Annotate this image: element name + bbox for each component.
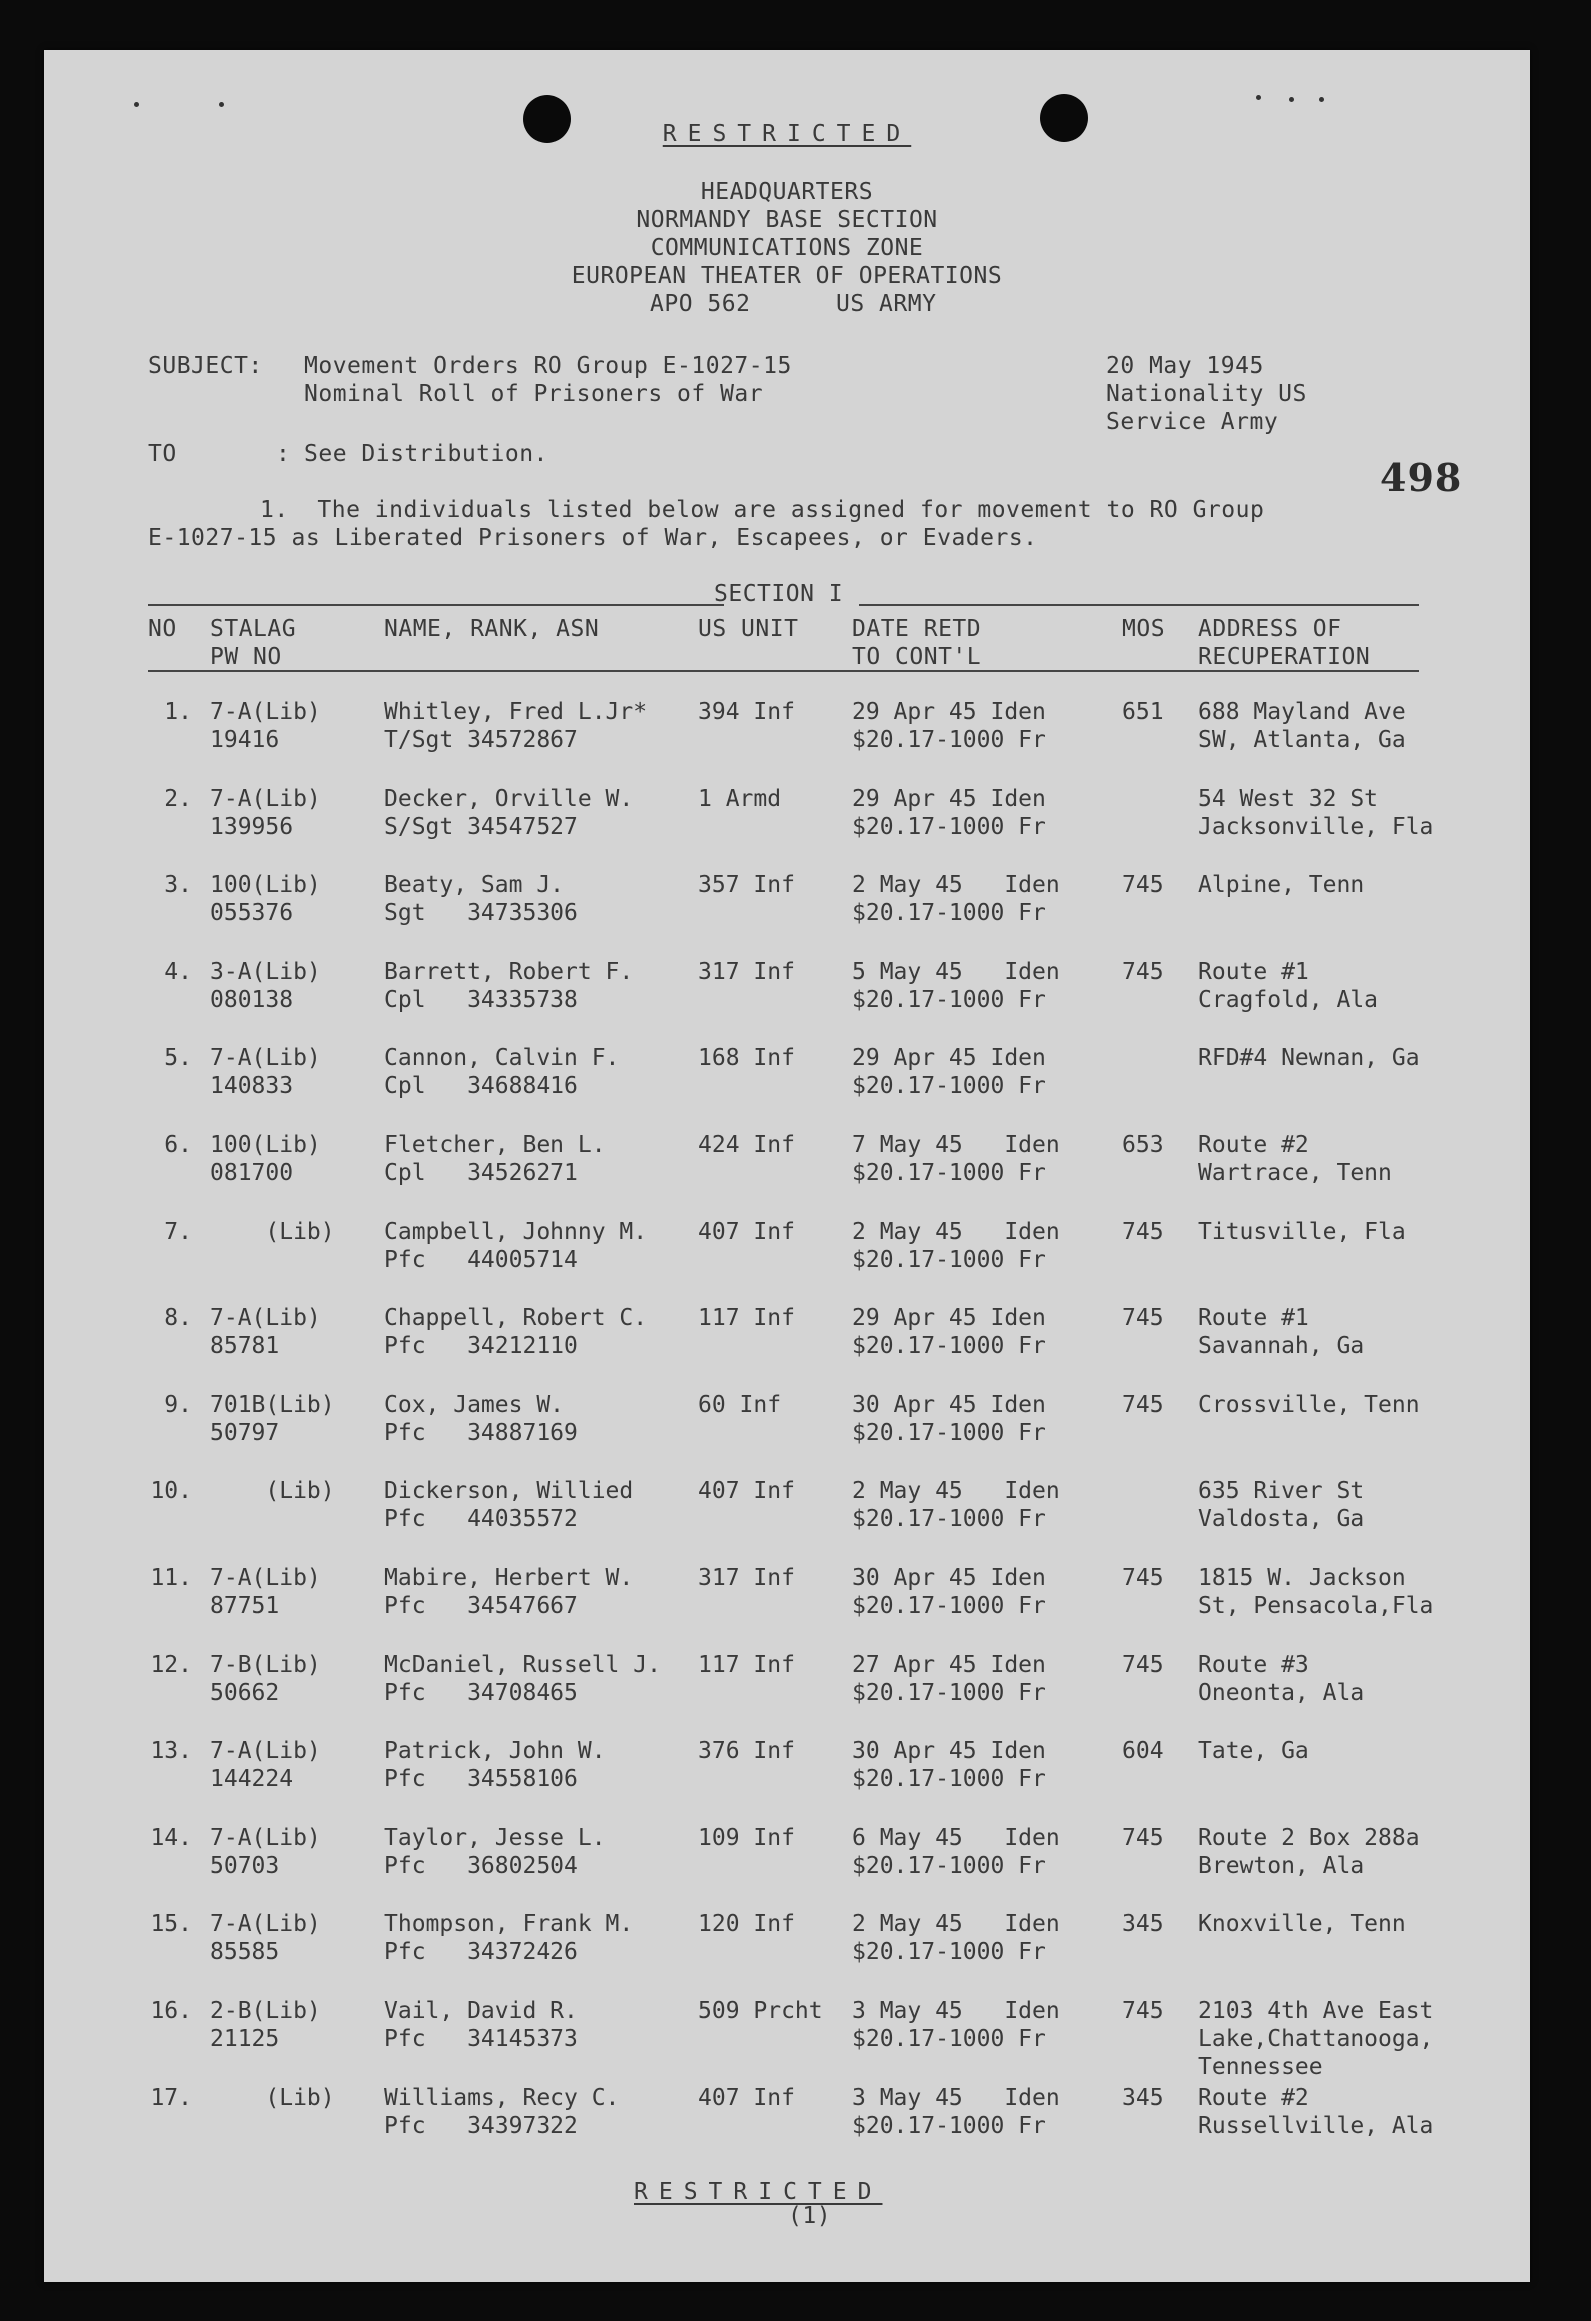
row-number: 10. (150, 1478, 192, 1504)
row-pw-number: 19416 (210, 727, 280, 753)
row-number: 6. (164, 1132, 192, 1158)
row-pw-number: 85585 (210, 1939, 280, 1965)
row-date: 2 May 45 Iden (852, 1478, 1060, 1504)
row-address: RFD#4 Newnan, Ga (1198, 1045, 1420, 1071)
nationality: Nationality US (1106, 381, 1307, 407)
row-stalag: 7-A(Lib) (210, 786, 321, 812)
row-address: Route #2 (1198, 1132, 1309, 1158)
row-address: 688 Mayland Ave (1198, 699, 1406, 725)
row-rank-asn: Pfc 34547667 (384, 1593, 578, 1619)
row-pw-number: 50703 (210, 1853, 280, 1879)
col-unit: US UNIT (698, 616, 799, 642)
row-pw-number: 50797 (210, 1420, 280, 1446)
row-unit: 376 Inf (698, 1738, 795, 1764)
row-address: 1815 W. Jackson (1198, 1565, 1406, 1591)
row-date: 7 May 45 Iden (852, 1132, 1060, 1158)
row-date: 30 Apr 45 Iden (852, 1565, 1046, 1591)
col-mos: MOS (1122, 616, 1166, 642)
row-name: Mabire, Herbert W. (384, 1565, 634, 1591)
row-rank-asn: Pfc 34708465 (384, 1680, 578, 1706)
row-rank-asn: S/Sgt 34547527 (384, 814, 578, 840)
row-pay: $20.17-1000 Fr (852, 1593, 1046, 1619)
row-mos: 745 (1122, 1998, 1164, 2024)
row-unit: 117 Inf (698, 1652, 795, 1678)
row-unit: 109 Inf (698, 1825, 795, 1851)
table-row (44, 1131, 1530, 1191)
row-address: Russellville, Ala (1198, 2113, 1434, 2139)
row-stalag: 100(Lib) (210, 1132, 321, 1158)
col-name: NAME, RANK, ASN (384, 616, 600, 642)
row-unit: 407 Inf (698, 1478, 795, 1504)
table-row (44, 2084, 1530, 2144)
row-name: Whitley, Fred L.Jr* (384, 699, 648, 725)
row-pay: $20.17-1000 Fr (852, 1680, 1046, 1706)
paragraph-line: 1. The individuals listed below are assigned for movement to RO Group (260, 497, 1265, 523)
row-pay: $20.17-1000 Fr (852, 1160, 1046, 1186)
row-rank-asn: Pfc 34372426 (384, 1939, 578, 1965)
row-number: 5. (164, 1045, 192, 1071)
row-date: 29 Apr 45 Iden (852, 1305, 1046, 1331)
row-address: Route 2 Box 288a (1198, 1825, 1420, 1851)
row-number: 7. (164, 1219, 192, 1245)
row-pw-number: 87751 (210, 1593, 280, 1619)
row-name: Campbell, Johnny M. (384, 1219, 648, 1245)
row-mos: 745 (1122, 1825, 1164, 1851)
row-pay: $20.17-1000 Fr (852, 1420, 1046, 1446)
table-row (44, 871, 1530, 931)
document-date: 20 May 1945 (1106, 353, 1264, 379)
header-line: COMMUNICATIONS ZONE (650, 235, 924, 261)
row-name: McDaniel, Russell J. (384, 1652, 661, 1678)
row-date: 2 May 45 Iden (852, 1911, 1060, 1937)
table-row (44, 1564, 1530, 1624)
row-address: Route #1 (1198, 1305, 1309, 1331)
row-mos: 651 (1122, 699, 1164, 725)
to-label: TO (148, 441, 177, 467)
row-mos: 653 (1122, 1132, 1164, 1158)
row-unit: 317 Inf (698, 959, 795, 985)
row-name: Chappell, Robert C. (384, 1305, 648, 1331)
row-stalag: 2-B(Lib) (210, 1998, 321, 2024)
row-pay: $20.17-1000 Fr (852, 1247, 1046, 1273)
row-mos: 345 (1122, 2085, 1164, 2111)
row-address: Tennessee (1198, 2054, 1323, 2080)
col-stalag: STALAG (210, 616, 297, 642)
row-name: Beaty, Sam J. (384, 872, 565, 898)
to-value: See Distribution. (304, 441, 548, 467)
row-address: Oneonta, Ala (1198, 1680, 1365, 1706)
row-rank-asn: Pfc 36802504 (384, 1853, 578, 1879)
header-army: US ARMY (836, 291, 937, 317)
handwritten-page-number: 498 (1380, 455, 1463, 500)
col-address: ADDRESS OF (1198, 616, 1342, 642)
col-date: DATE RETD (852, 616, 982, 642)
table-row (44, 1824, 1530, 1884)
row-stalag: 3-A(Lib) (210, 959, 321, 985)
row-rank-asn: Pfc 44005714 (384, 1247, 578, 1273)
row-address: Route #2 (1198, 2085, 1309, 2111)
row-date: 6 May 45 Iden (852, 1825, 1060, 1851)
row-address: Savannah, Ga (1198, 1333, 1365, 1359)
row-pw-number: 85781 (210, 1333, 280, 1359)
row-number: 1. (164, 699, 192, 725)
col-pw-no: PW NO (210, 644, 282, 670)
row-pay: $20.17-1000 Fr (852, 727, 1046, 753)
row-unit: 120 Inf (698, 1911, 795, 1937)
row-address: Route #1 (1198, 959, 1309, 985)
row-rank-asn: T/Sgt 34572867 (384, 727, 578, 753)
row-pw-number: 21125 (210, 2026, 280, 2052)
row-pay: $20.17-1000 Fr (852, 2026, 1046, 2052)
row-number: 16. (150, 1998, 192, 2024)
row-stalag: 7-A(Lib) (210, 1305, 321, 1331)
row-pay: $20.17-1000 Fr (852, 1939, 1046, 1965)
row-name: Barrett, Robert F. (384, 959, 634, 985)
page-number: (1) (788, 2203, 832, 2229)
row-date: 2 May 45 Iden (852, 1219, 1060, 1245)
row-address: 635 River St (1198, 1478, 1365, 1504)
row-number: 4. (164, 959, 192, 985)
row-date: 29 Apr 45 Iden (852, 1045, 1046, 1071)
row-pay: $20.17-1000 Fr (852, 1506, 1046, 1532)
speck (1289, 97, 1294, 102)
row-pw-number: 144224 (210, 1766, 294, 1792)
table-row (44, 1910, 1530, 1970)
row-rank-asn: Pfc 34558106 (384, 1766, 578, 1792)
row-stalag: 7-A(Lib) (210, 699, 321, 725)
row-address: Wartrace, Tenn (1198, 1160, 1392, 1186)
row-pw-number: 080138 (210, 987, 294, 1013)
row-pay: $20.17-1000 Fr (852, 1853, 1046, 1879)
row-rank-asn: Pfc 34145373 (384, 2026, 578, 2052)
subject-label: SUBJECT: (148, 353, 263, 379)
row-number: 3. (164, 872, 192, 898)
table-row (44, 698, 1530, 758)
row-address: Alpine, Tenn (1198, 872, 1365, 898)
row-unit: 60 Inf (698, 1392, 782, 1418)
row-date: 3 May 45 Iden (852, 1998, 1060, 2024)
row-name: Thompson, Frank M. (384, 1911, 634, 1937)
classification-header: RESTRICTED (662, 121, 912, 147)
header-line: HEADQUARTERS (700, 179, 874, 205)
row-pw-number: 081700 (210, 1160, 294, 1186)
table-row (44, 1651, 1530, 1711)
row-stalag: (Lib) (210, 1478, 335, 1504)
section-rule (148, 604, 724, 606)
row-address: SW, Atlanta, Ga (1198, 727, 1406, 753)
row-stalag: (Lib) (210, 2085, 335, 2111)
row-number: 15. (150, 1911, 192, 1937)
speck (1256, 95, 1261, 100)
row-pw-number: 055376 (210, 900, 294, 926)
row-rank-asn: Cpl 34526271 (384, 1160, 578, 1186)
row-unit: 1 Armd (698, 786, 782, 812)
row-unit: 407 Inf (698, 1219, 795, 1245)
subject-line: Movement Orders RO Group E-1027-15 (304, 353, 792, 379)
section-title: SECTION I (714, 581, 844, 607)
row-name: Decker, Orville W. (384, 786, 634, 812)
row-pay: $20.17-1000 Fr (852, 1333, 1046, 1359)
table-row (44, 1737, 1530, 1797)
row-address: Brewton, Ala (1198, 1853, 1365, 1879)
row-stalag: 7-A(Lib) (210, 1911, 321, 1937)
row-number: 8. (164, 1305, 192, 1331)
row-rank-asn: Cpl 34688416 (384, 1073, 578, 1099)
col-date: TO CONT'L (852, 644, 982, 670)
row-rank-asn: Sgt 34735306 (384, 900, 578, 926)
row-unit: 424 Inf (698, 1132, 795, 1158)
row-date: 2 May 45 Iden (852, 872, 1060, 898)
row-mos: 745 (1122, 1392, 1164, 1418)
col-no: NO (148, 616, 177, 642)
row-date: 3 May 45 Iden (852, 2085, 1060, 2111)
row-address: Titusville, Fla (1198, 1219, 1406, 1245)
row-stalag: 7-A(Lib) (210, 1565, 321, 1591)
row-mos: 345 (1122, 1911, 1164, 1937)
row-date: 29 Apr 45 Iden (852, 786, 1046, 812)
row-number: 11. (150, 1565, 192, 1591)
to-colon: : (276, 441, 291, 467)
row-stalag: (Lib) (210, 1219, 335, 1245)
row-stalag: 7-A(Lib) (210, 1825, 321, 1851)
row-rank-asn: Cpl 34335738 (384, 987, 578, 1013)
row-name: Vail, David R. (384, 1998, 578, 2024)
section-rule (859, 604, 1419, 606)
speck (1319, 97, 1324, 102)
row-date: 27 Apr 45 Iden (852, 1652, 1046, 1678)
table-row (44, 1218, 1530, 1278)
header-line: NORMANDY BASE SECTION (636, 207, 938, 233)
row-pay: $20.17-1000 Fr (852, 987, 1046, 1013)
row-number: 13. (150, 1738, 192, 1764)
row-address: Crossville, Tenn (1198, 1392, 1420, 1418)
row-address: 54 West 32 St (1198, 786, 1379, 812)
row-rank-asn: Pfc 34212110 (384, 1333, 578, 1359)
table-row (44, 1477, 1530, 1537)
row-pw-number: 140833 (210, 1073, 294, 1099)
table-row (44, 785, 1530, 845)
row-date: 29 Apr 45 Iden (852, 699, 1046, 725)
row-unit: 168 Inf (698, 1045, 795, 1071)
document-page (44, 50, 1530, 2282)
speck (134, 102, 139, 107)
row-pw-number: 139956 (210, 814, 294, 840)
row-name: Cannon, Calvin F. (384, 1045, 620, 1071)
row-unit: 117 Inf (698, 1305, 795, 1331)
row-stalag: 7-B(Lib) (210, 1652, 321, 1678)
service: Service Army (1106, 409, 1279, 435)
row-mos: 745 (1122, 1565, 1164, 1591)
row-number: 9. (164, 1392, 192, 1418)
row-unit: 509 Prcht (698, 1998, 823, 2024)
row-name: Patrick, John W. (384, 1738, 606, 1764)
row-number: 17. (150, 2085, 192, 2111)
row-mos: 745 (1122, 1652, 1164, 1678)
row-address: Tate, Ga (1198, 1738, 1309, 1764)
row-name: Williams, Recy C. (384, 2085, 620, 2111)
classification-footer: RESTRICTED (634, 2179, 883, 2205)
col-address: RECUPERATION (1198, 644, 1371, 670)
row-address: Knoxville, Tenn (1198, 1911, 1406, 1937)
row-pw-number: 50662 (210, 1680, 280, 1706)
table-row (44, 958, 1530, 1018)
row-unit: 394 Inf (698, 699, 795, 725)
row-unit: 317 Inf (698, 1565, 795, 1591)
row-number: 12. (150, 1652, 192, 1678)
row-rank-asn: Pfc 34887169 (384, 1420, 578, 1446)
row-rank-asn: Pfc 34397322 (384, 2113, 578, 2139)
row-address: Jacksonville, Fla (1198, 814, 1434, 840)
row-address: Lake,Chattanooga, (1198, 2026, 1434, 2052)
row-address: Route #3 (1198, 1652, 1309, 1678)
row-name: Cox, James W. (384, 1392, 565, 1418)
paragraph-line: E-1027-15 as Liberated Prisoners of War, Escapees, or Evaders. (148, 525, 1038, 551)
row-mos: 604 (1122, 1738, 1164, 1764)
row-mos: 745 (1122, 1219, 1164, 1245)
speck (219, 102, 224, 107)
header-apo: APO 562 (650, 291, 751, 317)
row-number: 2. (164, 786, 192, 812)
row-stalag: 701B(Lib) (210, 1392, 335, 1418)
row-address: St, Pensacola,Fla (1198, 1593, 1434, 1619)
row-address: Cragfold, Ala (1198, 987, 1379, 1013)
row-stalag: 7-A(Lib) (210, 1045, 321, 1071)
header-line: EUROPEAN THEATER OF OPERATIONS (571, 263, 1003, 289)
row-name: Fletcher, Ben L. (384, 1132, 606, 1158)
row-pay: $20.17-1000 Fr (852, 814, 1046, 840)
row-date: 30 Apr 45 Iden (852, 1392, 1046, 1418)
row-date: 30 Apr 45 Iden (852, 1738, 1046, 1764)
row-name: Taylor, Jesse L. (384, 1825, 606, 1851)
row-pay: $20.17-1000 Fr (852, 1073, 1046, 1099)
subject-line: Nominal Roll of Prisoners of War (304, 381, 764, 407)
row-date: 5 May 45 Iden (852, 959, 1060, 985)
row-unit: 407 Inf (698, 2085, 795, 2111)
row-rank-asn: Pfc 44035572 (384, 1506, 578, 1532)
row-stalag: 7-A(Lib) (210, 1738, 321, 1764)
row-mos: 745 (1122, 872, 1164, 898)
row-name: Dickerson, Willied (384, 1478, 634, 1504)
row-pay: $20.17-1000 Fr (852, 2113, 1046, 2139)
row-pay: $20.17-1000 Fr (852, 900, 1046, 926)
table-row (44, 1391, 1530, 1451)
row-stalag: 100(Lib) (210, 872, 321, 898)
row-number: 14. (150, 1825, 192, 1851)
row-unit: 357 Inf (698, 872, 795, 898)
row-mos: 745 (1122, 1305, 1164, 1331)
row-pay: $20.17-1000 Fr (852, 1766, 1046, 1792)
row-mos: 745 (1122, 959, 1164, 985)
row-address: 2103 4th Ave East (1198, 1998, 1434, 2024)
table-row (44, 1997, 1530, 2080)
header-rule (148, 670, 1419, 672)
table-row (44, 1304, 1530, 1364)
row-address: Valdosta, Ga (1198, 1506, 1365, 1532)
table-row (44, 1044, 1530, 1104)
